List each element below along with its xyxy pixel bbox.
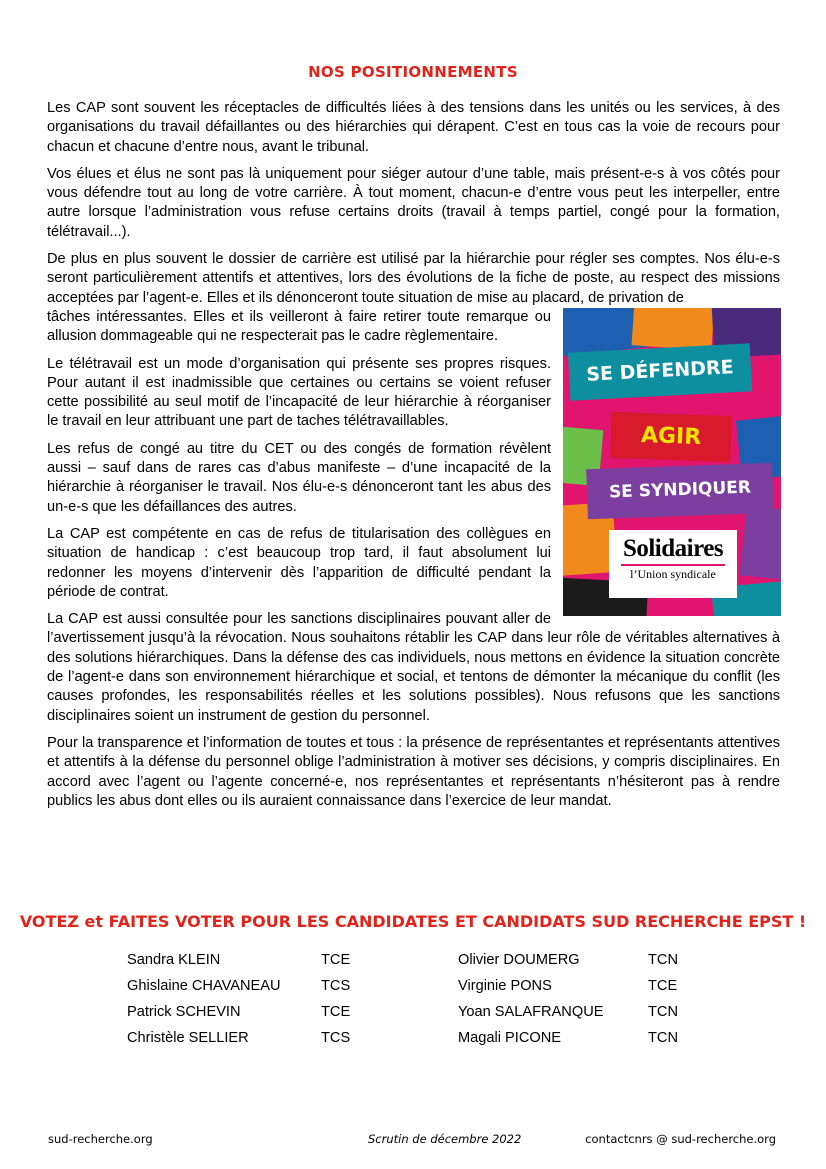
candidate-name: Magali PICONE <box>458 1030 561 1046</box>
candidate-name: Virginie PONS <box>458 978 552 994</box>
paragraph: Le télétravail est un mode d’organisation qui présente ses propres risques. Pour autant il est inadmissible que certaines ou certains se voient refuser cette possibilité au seul motif de l’incapacité de leur hiérarchie à réorganiser le travail en leur attribuant une part de taches télétravaillables. <box>47 355 551 430</box>
candidate-name: Patrick SCHEVIN <box>127 1004 241 1020</box>
candidate-corps: TCS <box>321 978 351 994</box>
candidate-name: Sandra KLEIN <box>127 952 221 968</box>
candidate-corps: TCN <box>648 1030 678 1046</box>
poster-line-3: SE SYNDIQUER <box>586 463 774 519</box>
paragraph: De plus en plus souvent le dossier de carrière est utilisé par la hiérarchie pour régler ses comptes. Nos élu-e-s seront particulièrement attentifs et attentives, lors des évolutions de la fiche de poste, au respect des missions acceptées par l’agent-e. Elles et ils dénonceront toute situation de mise au placard, de privation de <box>47 251 780 306</box>
footer-contact: contactcnrs @ sud-recherche.org <box>585 1132 776 1146</box>
body-text <box>47 99 780 819</box>
candidate-name: Christèle SELLIER <box>127 1030 249 1046</box>
paragraph: Vos élues et élus ne sont pas là uniquement pour siéger autour d’une table, mais présent-e-s à vos côtés pour vous défendre tout au long de votre carrière. À tout moment, chacun-e d’entre vous peut les interpeller, entre autre lorsque l’administration vous refuse certains droits (travail à temps partiel, congé pour la formation, télétravail...). <box>47 165 780 240</box>
page-title: NOS POSITIONNEMENTS <box>308 63 518 81</box>
logo-name: Solidaires <box>622 534 724 562</box>
paragraph: Pour la transparence et l’information de toutes et tous : la présence de représentantes et représentants attentives et attentifs à la défense du personnel oblige l’administration à motiver ses décisions, y compris disciplinaires. En accord avec l’agent ou l’agente concerné-e, nos représentantes et représentants n’hésiteront pas à rendre publics les abus dont elles ou ils auraient connaissance dans l’exercice de leur mandat. <box>47 734 780 809</box>
candidate-corps: TCS <box>321 1030 351 1046</box>
candidate-corps: TCE <box>648 978 678 994</box>
poster-shape <box>739 506 781 581</box>
paragraph: Les CAP sont souvent les réceptacles de difficultés liées à des tensions dans les unités ou les services, à des organisations du travail défaillantes ou des hiérarchies qui dérapent. C’est en tous cas la voie de recours pour chacun et chacune d’entre nous, avant le tribunal. <box>47 100 780 155</box>
paragraph: Les refus de congé au titre du CET ou des congés de formation révèlent aussi – sauf dans de rares cas d’abus manifeste – d’une incapacité de la hiérarchie à réorganiser le travail. Nos élu-e-s dénonceront tant les abus des un-e-s que les défaillances des autres. <box>47 440 551 515</box>
candidate-name: Ghislaine CHAVANEAU <box>127 978 281 994</box>
candidate-corps: TCE <box>321 1004 351 1020</box>
paragraph: tâches intéressantes. Elles et ils veilleront à faire retirer toute remarque ou allusion dommageable qui ne respecterait pas le cadre règlementaire. <box>47 308 551 345</box>
solidaires-poster <box>563 308 781 616</box>
poster-shape <box>631 308 714 351</box>
candidate-corps: TCN <box>648 1004 678 1020</box>
paragraph: La CAP est compétente en cas de refus de titularisation des collègues en situation de handicap : c’est beaucoup trop tard, il faut absolument lui redonner les moyens d’intervenir dès l’apparition de difficulté pendant la période de contrat. <box>47 525 551 600</box>
footer-website: sud-recherche.org <box>48 1132 153 1146</box>
candidate-corps: TCN <box>648 952 678 968</box>
call-to-action: VOTEZ et FAITES VOTER POUR LES CANDIDATES ET CANDIDATS SUD RECHERCHE EPST ! <box>19 912 807 931</box>
poster-line-1: SE DÉFENDRE <box>568 343 752 400</box>
candidate-corps: TCE <box>321 952 351 968</box>
paragraph: La CAP est aussi consultée pour les sanctions disciplinaires pouvant aller de l’avertissement jusqu’à la révocation. Nous souhaitons rétablir les CAP dans leur rôle de véritables alternatives à des solutions hiérarchiques. Dans la défense des cas individuels, nous mettons en évidence la situation concrète de l’agent-e dans son environnement hiérarchique et social, et tentons de démonter la mécanique du conflit (les causes profondes, les responsabilités réelles et les solutions possibles). Nous refusons que les sanctions disciplinaires soient un instrument de gestion du personnel. <box>47 611 780 724</box>
logo-subtitle: l’Union syndicale <box>630 566 716 581</box>
candidate-name: Yoan SALAFRANQUE <box>458 1004 604 1020</box>
candidate-name: Olivier DOUMERG <box>458 952 580 968</box>
solidaires-logo <box>609 530 737 598</box>
footer-ballot-date: Scrutin de décembre 2022 <box>368 1132 522 1146</box>
poster-line-2: AGIR <box>610 412 732 462</box>
